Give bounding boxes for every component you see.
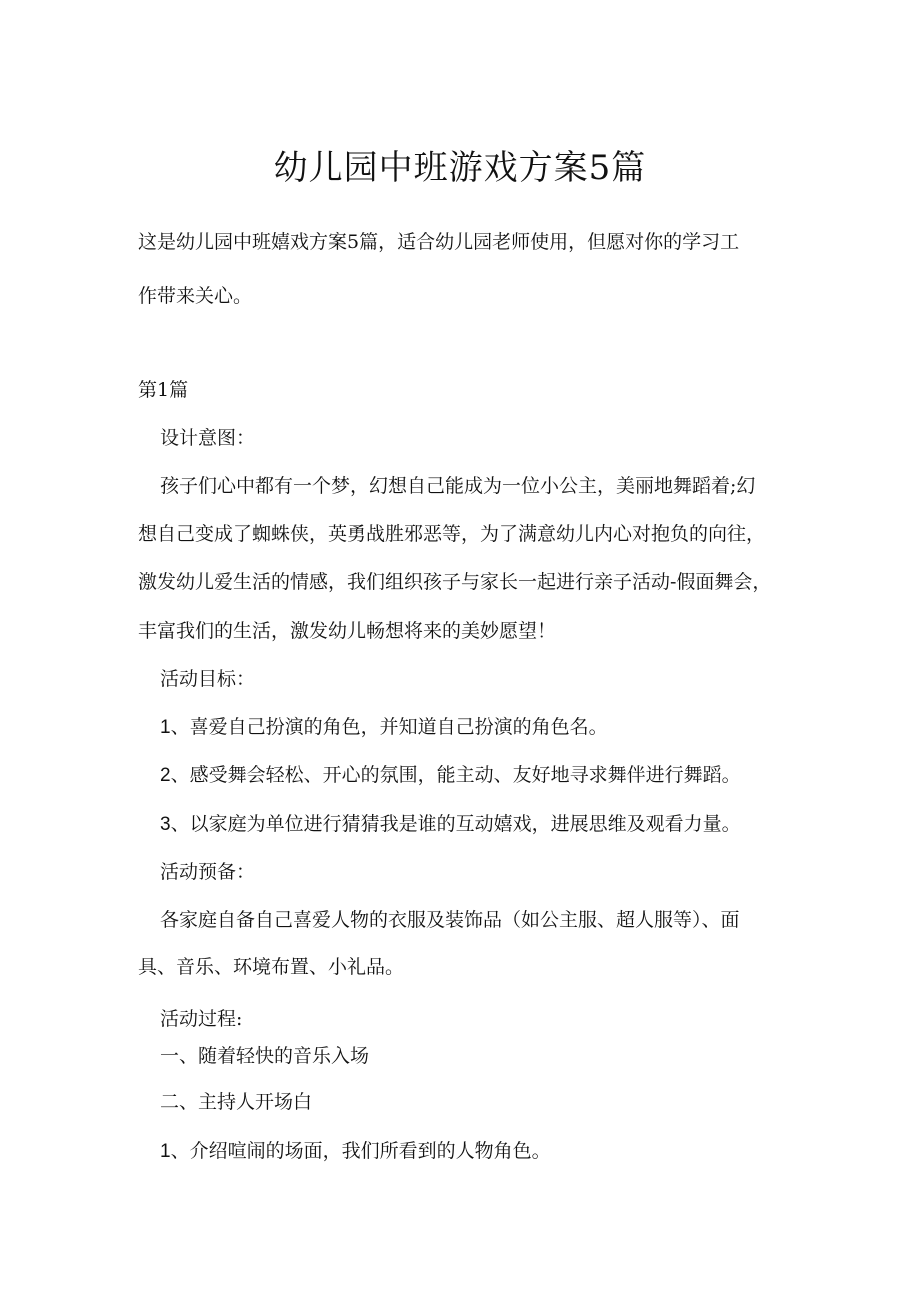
design-text-line-2: 想自己变成了蜘蛛侠，英勇战胜邪恶等，为了满意幼儿内心对抱负的向往，: [138, 523, 766, 545]
page-title: 幼儿园中班游戏方案5篇: [273, 148, 647, 188]
process-step-1: 一、随着轻快的音乐入场: [160, 1045, 370, 1067]
prep-label: 活动预备：: [160, 861, 256, 883]
sub-step-text: 、介绍喧闹的场面，我们所看到的人物角色。: [170, 1140, 551, 1162]
process-step-2: 二、主持人开场白: [160, 1091, 313, 1113]
goal-number: 1: [160, 717, 171, 738]
section-heading: 第1篇: [138, 379, 189, 401]
goal-text: 、感受舞会轻松、开心的氛围，能主动、友好地寻求舞伴进行舞蹈。: [170, 764, 741, 786]
process-label: 活动过程:: [160, 1008, 243, 1030]
intro-line-1: 这是幼儿园中班嬉戏方案5篇，适合幼儿园老师使用，但愿对你的学习工: [138, 231, 740, 253]
design-text-line-3: 激发幼儿爱生活的情感，我们组织孩子与家长一起进行亲子活动-假面舞会，: [138, 571, 772, 593]
prep-text-line-1: 各家庭自备自己喜爱人物的衣服及装饰品（如公主服、超人服等）、面: [160, 909, 740, 931]
sub-step-number: 1: [160, 1141, 171, 1162]
prep-text-line-2: 具、音乐、环境布置、小礼品。: [138, 956, 405, 978]
goal-item-2: [160, 761, 820, 790]
goal-number: 3: [160, 814, 171, 835]
intro-line-2: 作带来关心。: [138, 285, 253, 307]
goal-item-1: [160, 713, 820, 742]
design-text-line-1: 孩子们心中都有一个梦，幻想自己能成为一位小公主，美丽地舞蹈着;幻: [160, 475, 756, 497]
goal-number: 2: [160, 765, 171, 786]
goal-text: 、以家庭为单位进行猜猜我是谁的互动嬉戏，进展思维及观看力量。: [170, 813, 741, 835]
goal-item-3: [160, 810, 820, 839]
goal-text: 、喜爱自己扮演的角色，并知道自己扮演的角色名。: [170, 716, 608, 738]
design-text-line-4: 丰富我们的生活，激发幼儿畅想将来的美妙愿望！: [138, 620, 557, 642]
design-label: 设计意图：: [160, 427, 256, 449]
goals-label: 活动目标：: [160, 668, 256, 690]
sub-step-1: [160, 1137, 820, 1166]
